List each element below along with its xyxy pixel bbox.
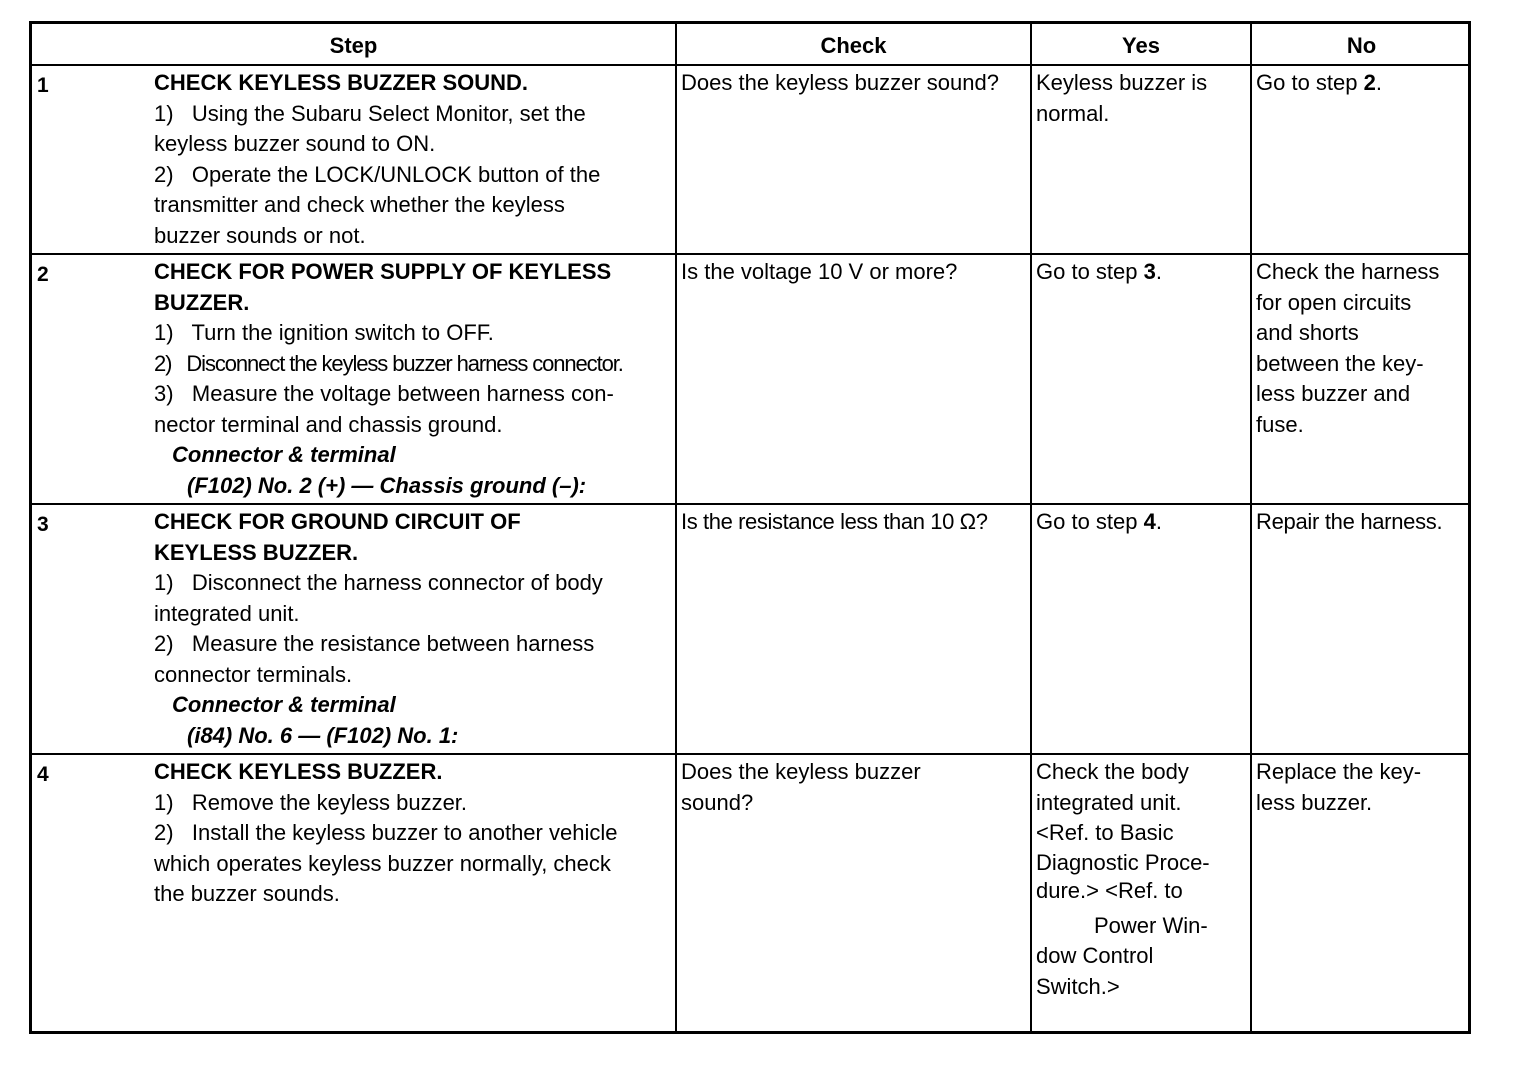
yes-text: Go to step xyxy=(1036,509,1144,534)
no-result xyxy=(1256,757,1470,818)
step-line: nector terminal and chassis ground. xyxy=(154,411,503,437)
table-row xyxy=(32,755,1468,1031)
step-number: 4 xyxy=(37,763,49,786)
step-title: KEYLESS BUZZER. xyxy=(154,539,359,565)
check-question: Is the voltage 10 V or more? xyxy=(681,259,958,284)
table-row xyxy=(32,255,1468,503)
step-instructions xyxy=(154,757,676,910)
check-question: Is the resistance less than 10 Ω? xyxy=(681,509,988,534)
step-title: BUZZER. xyxy=(154,289,250,315)
yes-line: Switch.> xyxy=(1036,973,1120,999)
yes-text: . xyxy=(1155,259,1162,284)
yes-result: Keyless buzzer is normal. xyxy=(1036,70,1208,126)
no-text: Go to step xyxy=(1256,70,1364,95)
step-instructions xyxy=(154,507,676,751)
step-line: 2) Operate the LOCK/UNLOCK button of the xyxy=(154,161,601,187)
header-check: Check xyxy=(820,33,887,58)
table-row xyxy=(32,505,1468,753)
yes-line: dure.> <Ref. to xyxy=(1036,877,1183,903)
yes-line: <Ref. to Basic xyxy=(1036,820,1174,845)
step-number: 2 xyxy=(37,263,49,286)
no-line: less buzzer. xyxy=(1256,789,1373,815)
no-line: and shorts xyxy=(1256,320,1359,345)
step-line: 2) Measure the resistance between harness xyxy=(154,631,595,656)
step-line: which operates keyless buzzer normally, check xyxy=(154,850,611,876)
step-line: 1) Disconnect the harness connector of body xyxy=(154,570,603,595)
yes-line: dow Control xyxy=(1036,943,1154,968)
step-number: 1 xyxy=(37,74,49,97)
step-title: CHECK KEYLESS BUZZER SOUND. xyxy=(154,70,529,95)
yes-line: integrated unit. xyxy=(1036,789,1182,815)
no-result xyxy=(1256,68,1470,99)
yes-step-number: 4 xyxy=(1143,509,1156,534)
step-line: 1) Turn the ignition switch to OFF. xyxy=(154,320,494,345)
connector-label: Connector & terminal xyxy=(172,692,396,717)
no-result xyxy=(1256,257,1470,440)
step-line: transmitter and check whether the keyless xyxy=(154,192,565,217)
no-line: for open circuits xyxy=(1256,289,1412,315)
no-line: between the key- xyxy=(1256,350,1424,376)
yes-result xyxy=(1036,257,1252,288)
header-no: No xyxy=(1346,33,1377,58)
no-line: fuse. xyxy=(1256,411,1304,437)
step-line: 3) Measure the voltage between harness con- xyxy=(154,381,614,406)
connector-label: Connector & terminal xyxy=(172,442,396,467)
no-line: less buzzer and xyxy=(1256,381,1411,406)
no-line: Replace the key- xyxy=(1256,759,1422,784)
connector-value: (i84) No. 6 — (F102) No. 1: xyxy=(187,722,459,748)
diagnostic-table xyxy=(29,21,1471,1034)
yes-step-number: 3 xyxy=(1143,259,1156,284)
step-line: 2) Disconnect the keyless buzzer harness connector. xyxy=(154,350,623,376)
step-title: CHECK FOR POWER SUPPLY OF KEYLESS xyxy=(154,259,612,284)
step-line: 1) Remove the keyless buzzer. xyxy=(154,789,468,815)
check-question xyxy=(681,757,1031,818)
header-step: Step xyxy=(329,33,378,58)
step-instructions xyxy=(154,257,676,501)
step-line: buzzer sounds or not. xyxy=(154,222,366,248)
yes-line: Diagnostic Proce- xyxy=(1036,849,1210,875)
check-question: Does the keyless buzzer sound? xyxy=(681,70,999,95)
step-line: integrated unit. xyxy=(154,600,300,626)
no-line: Check the harness xyxy=(1256,259,1440,284)
step-number: 3 xyxy=(37,513,49,536)
yes-result xyxy=(1036,757,1252,1002)
yes-text: . xyxy=(1155,509,1162,534)
yes-line: Check the body xyxy=(1036,759,1189,784)
check-line: sound? xyxy=(681,789,754,815)
step-line: 1) Using the Subaru Select Monitor, set the xyxy=(154,100,586,126)
table-row xyxy=(32,66,1468,253)
no-text: . xyxy=(1375,70,1382,95)
no-step-number: 2 xyxy=(1363,70,1376,95)
no-result: Repair the harness. xyxy=(1256,509,1443,534)
step-instructions xyxy=(154,68,676,251)
connector-value: (F102) No. 2 (+) — Chassis ground (–): xyxy=(187,472,587,498)
yes-result xyxy=(1036,507,1252,538)
check-line: Does the keyless buzzer xyxy=(681,759,921,784)
yes-text: Go to step xyxy=(1036,259,1144,284)
step-line: 2) Install the keyless buzzer to another vehicle xyxy=(154,820,618,845)
step-line: connector terminals. xyxy=(154,661,353,687)
step-title: CHECK FOR GROUND CIRCUIT OF xyxy=(154,509,521,534)
step-line: the buzzer sounds. xyxy=(154,881,340,906)
step-title: CHECK KEYLESS BUZZER. xyxy=(154,759,443,784)
header-yes: Yes xyxy=(1122,33,1160,58)
step-line: keyless buzzer sound to ON. xyxy=(154,131,436,156)
yes-line: Power Win- xyxy=(1094,912,1208,938)
